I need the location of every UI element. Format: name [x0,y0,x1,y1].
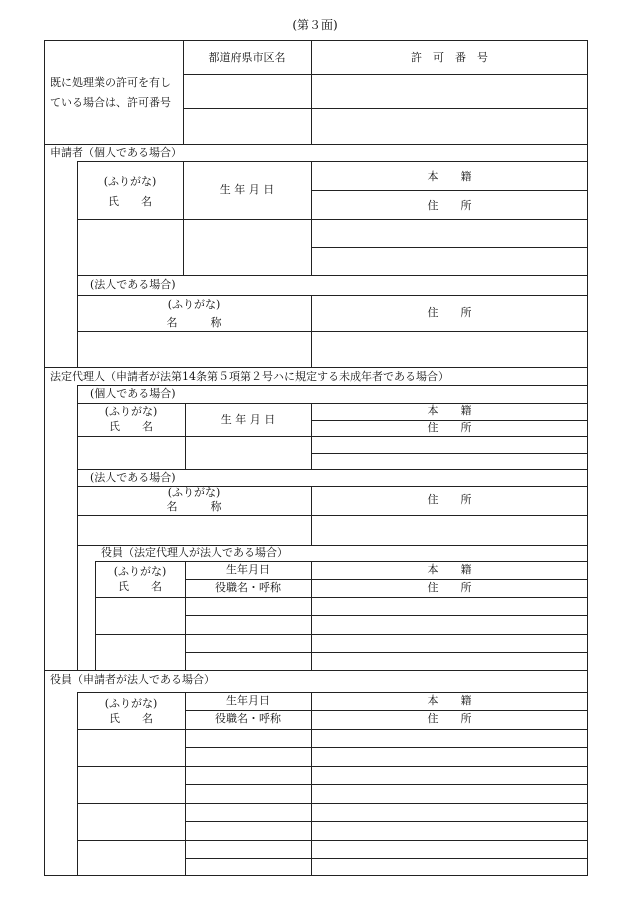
permit-number-field-2[interactable] [312,109,587,143]
divider [77,385,588,386]
applicant-corp-name-field[interactable] [78,332,310,366]
prefecture-field-1[interactable] [184,75,310,107]
legal-rep-corp-name-field[interactable] [78,516,310,544]
applicant-corp-furigana-label: (ふりがな) [167,298,221,311]
divider [185,710,588,711]
officer-row-1[interactable] [78,730,587,765]
divider [185,579,588,580]
applicant-furigana-label: (ふりがな) [103,175,157,188]
legal-rep-corp-address-field[interactable] [312,516,587,544]
legal-rep-officer-row-1[interactable] [96,598,587,633]
officers-honseki-label: 本 籍 [427,694,472,707]
applicant-corp-name-label: 名 称 [166,316,222,329]
applicant-corp-title: (法人である場合) [90,278,176,291]
header-prefecture: 都道府県市区名 [208,51,286,64]
legal-rep-address-field[interactable] [312,454,587,468]
prefecture-field-2[interactable] [184,109,310,143]
legal-rep-corp-title: (法人である場合) [90,471,176,484]
divider [311,190,588,191]
applicant-name-label: 氏 名 [108,195,152,208]
applicant-honseki-field[interactable] [312,220,587,246]
legal-rep-corp-address-label: 住 所 [427,493,472,506]
officer-row-4[interactable] [78,841,587,875]
legal-rep-honseki-label: 本 籍 [427,404,472,417]
officer-row-2[interactable] [78,767,587,802]
legal-rep-honseki-field[interactable] [312,437,587,452]
officers-position-label: 役職名・呼称 [215,712,281,725]
legal-rep-birth-field[interactable] [186,437,310,468]
permit-question-line1: 既に処理業の許可を有し [50,76,171,89]
officers-address-label: 住 所 [427,712,472,725]
applicant-corp-address-label: 住 所 [427,306,472,319]
legal-rep-corp-name-label: 名 称 [166,500,222,513]
applicant-honseki-label: 本 籍 [427,170,472,183]
legal-rep-birth-label: 生 年 月 日 [220,413,276,426]
divider [95,561,588,562]
divider [44,144,588,145]
legal-rep-name-field[interactable] [78,437,184,468]
divider [77,692,588,693]
applicant-birth-field[interactable] [184,220,310,274]
legal-rep-officer-honseki-label: 本 籍 [427,563,472,576]
legal-rep-officer-position-label: 役職名・呼称 [215,581,281,594]
legal-rep-name-label: 氏 名 [109,420,153,433]
applicant-name-field[interactable] [78,220,182,274]
applicant-address-field[interactable] [312,248,587,274]
legal-rep-officer-furigana-label: (ふりがな) [113,565,167,578]
divider [77,275,588,276]
officer-row-3[interactable] [78,804,587,839]
legal-rep-corp-furigana-label: (ふりがな) [167,486,221,499]
divider [77,161,588,162]
legal-rep-indiv-title: (個人である場合) [90,387,176,400]
legal-rep-officer-address-label: 住 所 [427,581,472,594]
legal-rep-section-title: 法定代理人（申請者が法第14条第５項第２号ハに規定する未成年者である場合） [50,370,449,383]
divider [44,670,588,671]
divider [77,295,588,296]
legal-rep-address-label: 住 所 [427,421,472,434]
header-permit-number: 許 可 番 号 [411,51,488,64]
applicant-address-label: 住 所 [427,199,472,212]
divider [44,367,588,368]
officers-name-label: 氏 名 [109,712,153,725]
permit-question-line2: ている場合は、許可番号 [50,96,171,109]
legal-rep-officer-birth-label: 生年月日 [226,563,270,576]
applicant-corp-address-field[interactable] [312,332,587,366]
officers-section-title: 役員（申請者が法人である場合） [50,673,215,686]
legal-rep-officer-name-label: 氏 名 [118,580,162,593]
permit-number-field-1[interactable] [312,75,587,107]
applicant-section-title: 申請者（個人である場合） [50,146,182,159]
page-number-label: (第３面) [292,18,338,32]
divider [77,469,588,470]
officers-furigana-label: (ふりがな) [104,697,158,710]
legal-rep-officer-row-2[interactable] [96,635,587,669]
legal-rep-officer-title: 役員（法定代理人が法人である場合） [101,546,288,559]
applicant-birth-label: 生 年 月 日 [219,183,275,196]
officers-birth-label: 生年月日 [226,694,270,707]
legal-rep-furigana-label: (ふりがな) [104,405,158,418]
